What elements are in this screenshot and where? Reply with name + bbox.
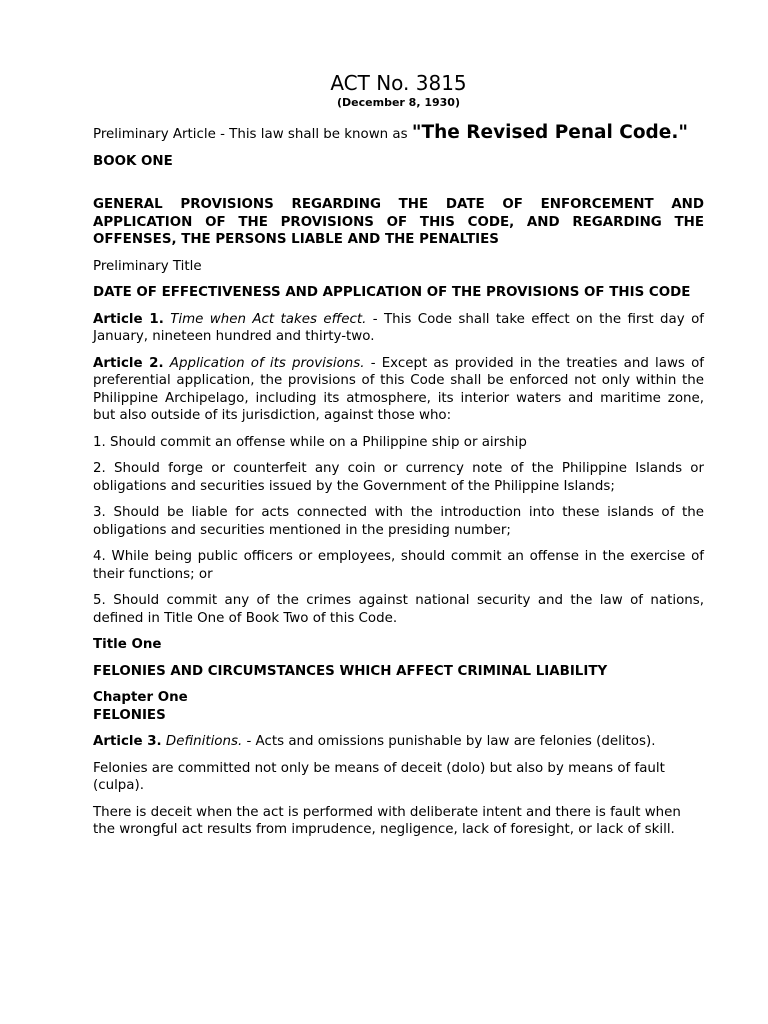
article-2	[93, 355, 704, 425]
felonies-paragraph: Felonies are committed not only be means of deceit (dolo) but also by means of fault (culpa).	[93, 760, 665, 793]
list-item: 4. While being public officers or employees, should commit an offense in the exercise of their functions; or	[93, 549, 704, 582]
article-1-heading: Time when Act takes effect.	[170, 311, 367, 327]
page-title: ACT No. 3815	[330, 71, 467, 95]
preliminary-title: Preliminary Title	[93, 258, 202, 274]
preliminary-article-text: Preliminary Article - This law shall be known as	[93, 127, 412, 142]
article-2-heading: Application of its provisions.	[169, 355, 365, 371]
felonies-circumstances-heading: FELONIES AND CIRCUMSTANCES WHICH AFFECT CRIMINAL LIABILITY	[93, 663, 608, 679]
article-3-label: Article 3.	[93, 734, 162, 749]
general-provisions-heading: GENERAL PROVISIONS REGARDING THE DATE OF ENFORCEMENT AND APPLICATION OF THE PROVISIONS OF THIS CODE, AND REGARDING THE OFFENSES, THE PERSONS LIABLE AND THE PENALTIES	[93, 197, 704, 247]
date-effectiveness-heading: DATE OF EFFECTIVENESS AND APPLICATION OF THE PROVISIONS OF THIS CODE	[93, 285, 691, 300]
article-3	[93, 733, 704, 751]
article-2-label: Article 2.	[93, 355, 164, 371]
list-item: 2. Should forge or counterfeit any coin or currency note of the Philippine Islands or obligations and securities issued by the Government of the Philippine Islands;	[93, 461, 704, 494]
chapter-name: FELONIES	[93, 707, 166, 723]
code-name: "The Revised Penal Code."	[411, 122, 688, 143]
chapter-heading: Chapter One	[93, 690, 188, 705]
article-3-body: - Acts and omissions punishable by law are felonies (delitos).	[242, 734, 656, 749]
book-heading: BOOK ONE	[93, 153, 173, 169]
list-item: 1. Should commit an offense while on a Philippine ship or airship	[93, 434, 527, 450]
title-one-heading: Title One	[93, 637, 162, 652]
list-item: 3. Should be liable for acts connected with the introduction into these islands of the obligations and securities mentioned in the presiding number;	[93, 505, 704, 538]
list-item: 5. Should commit any of the crimes against national security and the law of nations, defined in Title One of Book Two of this Code.	[93, 593, 704, 626]
article-1	[93, 311, 704, 346]
article-2-body: - Except as provided in the treaties and laws of preferential application, the provisions of this Code shall be enforced not only within the Philippine Archipelago, including its atmosphere, its interior waters and maritime zone, but also outside of its jurisdiction, against those who:	[93, 355, 704, 423]
act-date: (December 8, 1930)	[337, 96, 460, 109]
document-page	[93, 70, 704, 848]
deceit-paragraph: There is deceit when the act is performed with deliberate intent and there is fault when the wrongful act results from imprudence, negligence, lack of foresight, or lack of skill.	[93, 804, 681, 837]
preliminary-article	[93, 124, 704, 144]
article-1-body: - This Code shall take effect on the first day of January, nineteen hundred and thirty-two.	[93, 311, 704, 344]
article-1-label: Article 1.	[93, 311, 164, 327]
article-3-heading: Definitions.	[165, 734, 243, 749]
